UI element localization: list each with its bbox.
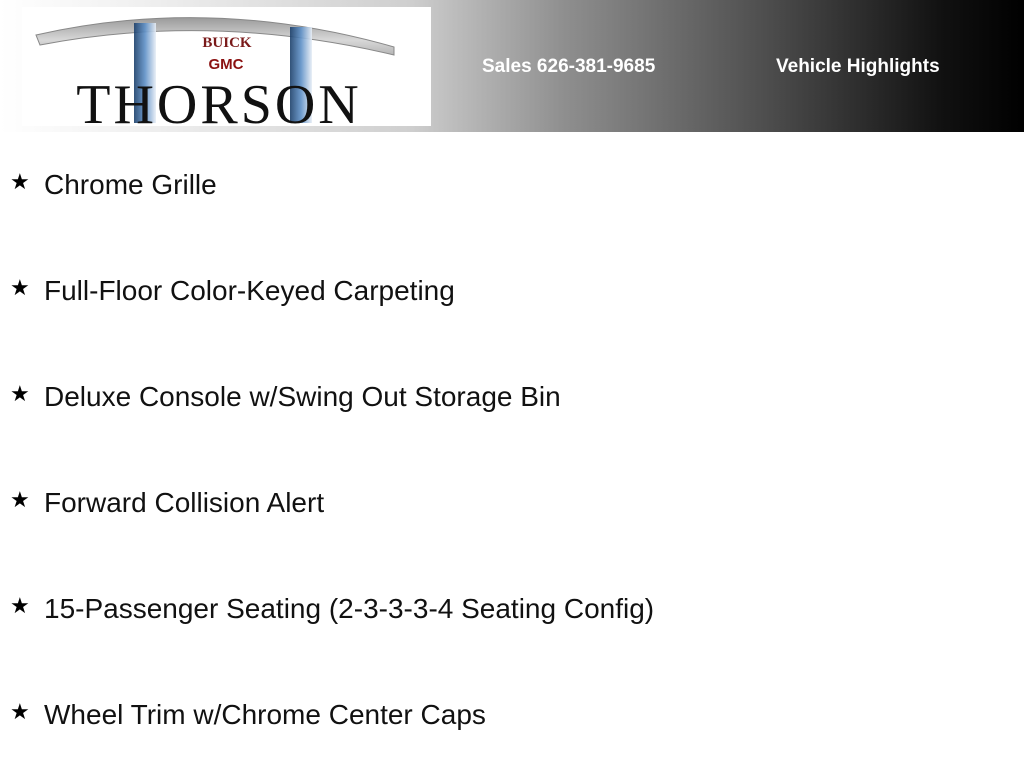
list-item — [10, 271, 455, 311]
logo-gmc-text: GMC — [208, 56, 244, 73]
site-header — [0, 0, 1024, 132]
star-icon: ★ — [10, 487, 30, 512]
feature-label: 15-Passenger Seating (2-3-3-3-4 Seating Config) — [44, 593, 655, 624]
list-item — [10, 165, 217, 205]
star-icon: ★ — [10, 169, 30, 194]
list-item — [10, 483, 324, 523]
vehicle-highlights-link[interactable]: Vehicle Highlights — [776, 56, 940, 77]
list-item — [10, 589, 654, 629]
star-icon: ★ — [10, 381, 30, 406]
sales-phone-link[interactable]: Sales 626-381-9685 — [482, 56, 656, 77]
feature-label: Wheel Trim w/Chrome Center Caps — [44, 699, 486, 730]
feature-label: Chrome Grille — [44, 169, 217, 200]
star-icon: ★ — [10, 593, 30, 618]
logo-buick-text: BUICK — [202, 35, 252, 51]
feature-label: Full-Floor Color-Keyed Carpeting — [44, 275, 455, 306]
dealer-logo[interactable] — [22, 7, 431, 126]
logo-thorson-text: THORSON — [76, 74, 362, 126]
list-item — [10, 695, 486, 735]
list-item — [10, 377, 561, 417]
star-icon: ★ — [10, 699, 30, 724]
star-icon: ★ — [10, 275, 30, 300]
feature-label: Forward Collision Alert — [44, 487, 325, 518]
feature-label: Deluxe Console w/Swing Out Storage Bin — [44, 381, 561, 412]
